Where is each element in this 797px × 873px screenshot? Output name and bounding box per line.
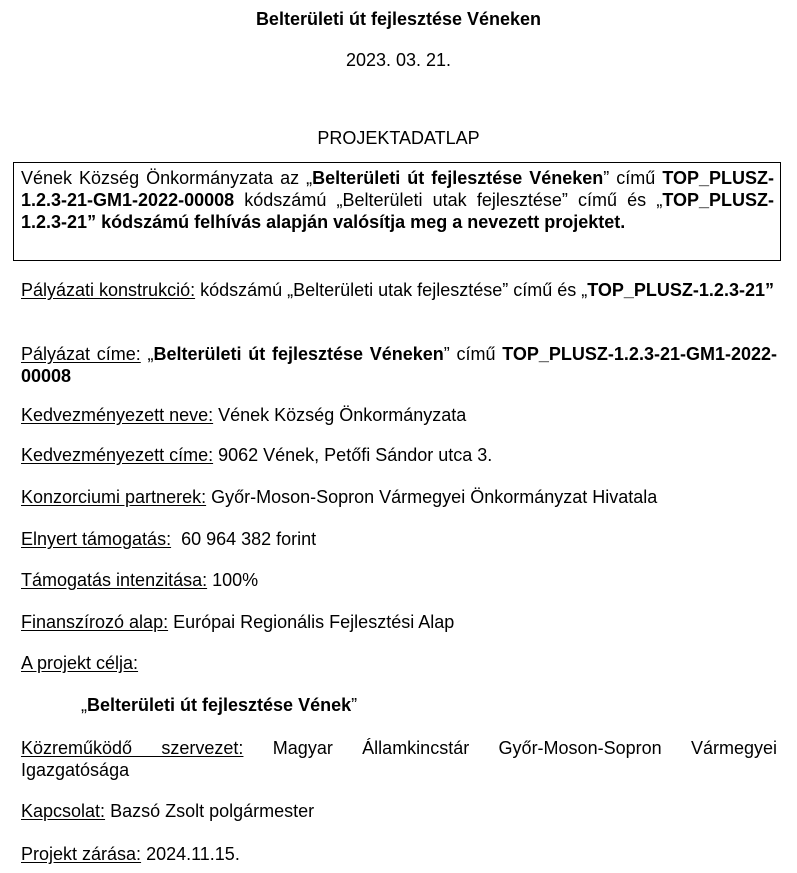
field-value-bold: Belterületi út fejlesztése Véneken [153, 344, 444, 364]
field-value: 60 964 382 forint [171, 529, 317, 549]
field-value: „ [140, 344, 154, 364]
field-value-bold: TOP_PLUSZ-1.2.3-21-GM1-2022-00008 [21, 344, 777, 386]
field-value: 2024.11.15. [141, 844, 240, 864]
field-kapcsolat [21, 800, 777, 822]
field-label: Elnyert támogatás: [21, 529, 172, 549]
field-konstrukcio [21, 279, 777, 301]
field-label: Finanszírozó alap: [21, 612, 169, 632]
field-value: Magyar Államkincstár Győr-Moson-Sopron Vármegyei Igazgatósága [21, 738, 778, 780]
field-label: Kedvezményezett címe: [21, 445, 214, 465]
summary-closing: ” kódszámú felhívás alapján valósítja meg a nevezett projektet. [87, 212, 626, 232]
field-value: 9062 Vének, Petőfi Sándor utca 3. [213, 445, 493, 465]
field-value: Bazsó Zsolt polgármester [105, 801, 315, 821]
field-value: ” című [443, 344, 503, 364]
field-value: Vének Község Önkormányzata [213, 405, 467, 425]
field-label: Támogatás intenzitása: [21, 570, 208, 590]
field-kedvezmenyezett-neve [21, 404, 777, 426]
field-finanszirozo-alap [21, 611, 777, 633]
field-value-bold: TOP_PLUSZ-1.2.3-21 [587, 280, 765, 300]
summary-project-code: TOP_PLUSZ-1.2.3-21-GM1-2022-00008 [21, 168, 774, 210]
summary-text: kódszámú „Belterületi utak fejlesztése” című és „ [234, 190, 663, 210]
field-value: 100% [207, 570, 259, 590]
field-label: Kedvezményezett neve: [21, 405, 214, 425]
field-label: Pályázati konstrukció: [21, 280, 196, 300]
field-label: Pályázat címe: [21, 344, 141, 364]
summary-text: ” című [603, 168, 663, 188]
field-palyazat-cime [21, 343, 777, 387]
summary-text: Vének Község Önkormányzata az „ [21, 168, 313, 188]
field-projekt-celja [21, 652, 777, 674]
document-date: 2023. 03. 21. [345, 50, 452, 70]
field-value-bold: ” [764, 280, 774, 300]
field-value: Győr-Moson-Sopron Vármegyei Önkormányzat Hivatala [206, 487, 658, 507]
field-label: Közreműködő szervezet: [21, 738, 244, 758]
goal-text: Belterületi út fejlesztése Vének [87, 695, 352, 715]
field-value: kódszámú „Belterületi utak fejlesztése” című és „ [195, 280, 588, 300]
project-goal [81, 694, 357, 716]
summary-call-code: TOP_PLUSZ-1.2.3-21 [21, 190, 774, 232]
summary-box [13, 162, 781, 261]
field-label: Konzorciumi partnerek: [21, 487, 207, 507]
goal-quote-open: „ [81, 695, 87, 715]
goal-quote-close: ” [351, 695, 358, 715]
field-label: Kapcsolat: [21, 801, 106, 821]
field-tamogatas-intenzitasa [21, 569, 777, 591]
document-heading: PROJEKTADATLAP [317, 128, 480, 148]
summary-project-title: Belterületi út fejlesztése Véneken [312, 168, 604, 188]
field-label: A projekt célja: [21, 653, 139, 673]
field-value: Európai Regionális Fejlesztési Alap [168, 612, 455, 632]
field-projekt-zarasa [21, 843, 777, 865]
field-kozremukodo-szervezet [21, 737, 777, 781]
field-kedvezmenyezett-cime [21, 444, 777, 466]
field-elnyert-tamogatas [21, 528, 777, 550]
field-konzorciumi-partnerek [21, 486, 777, 508]
field-label: Projekt zárása: [21, 844, 142, 864]
document-title: Belterületi út fejlesztése Véneken [255, 9, 542, 29]
